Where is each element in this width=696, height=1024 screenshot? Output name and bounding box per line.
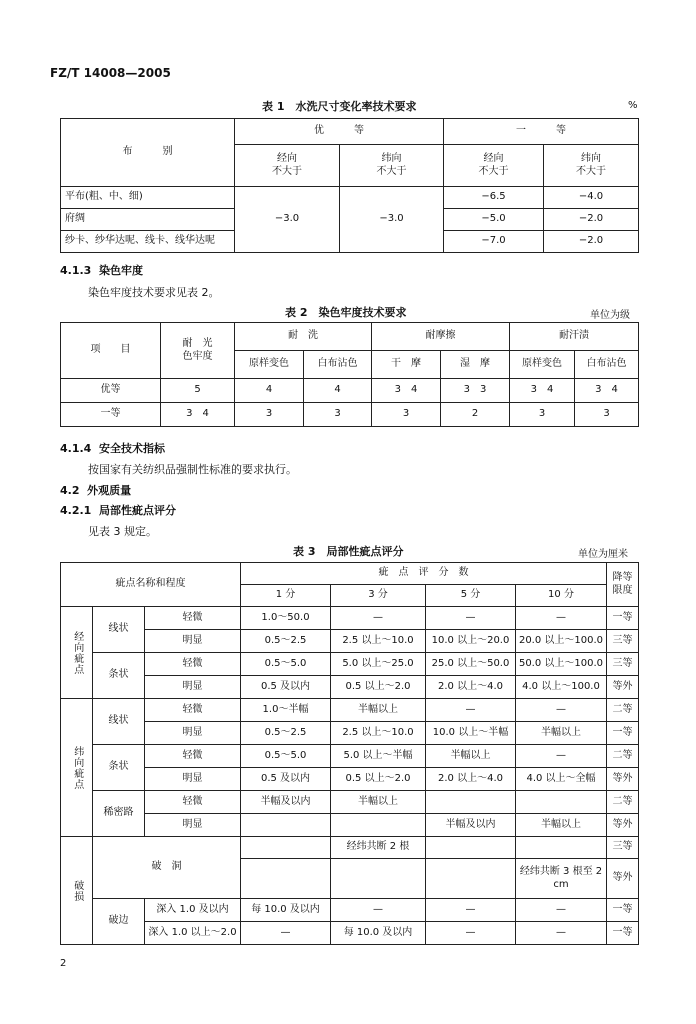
table1 xyxy=(60,118,639,253)
table3-cell xyxy=(516,837,607,859)
table2-grade: 一等 xyxy=(61,403,161,427)
table-row xyxy=(61,187,639,209)
table2-unit: 单位为级 xyxy=(590,310,630,321)
table3-cell: 4.0 以上～全幅 xyxy=(516,768,607,791)
table3-cell xyxy=(241,814,331,837)
table-row xyxy=(61,899,639,922)
table-row xyxy=(61,722,639,745)
table1-fabric-name: 纱卡、纱华达呢、线卡、线华达呢 xyxy=(61,231,235,253)
table3-cell: 二等 xyxy=(607,699,639,722)
table1-excellent-warp: −3.0 xyxy=(235,187,340,253)
table3-cell: 半幅以上 xyxy=(516,814,607,837)
table3-cat-warp: 经向疵点 xyxy=(61,607,93,699)
table2-cell: 3 4 xyxy=(372,379,441,403)
table3-cell: 等外 xyxy=(607,768,639,791)
table1-header-excellent: 优 等 xyxy=(235,119,444,145)
paragraph: 见表 3 规定。 xyxy=(88,525,157,538)
table3-cell: 2.5 以上～10.0 xyxy=(331,630,426,653)
table2-cell: 3 4 xyxy=(161,403,235,427)
table3-cat-damage: 破损 xyxy=(61,837,93,945)
table3-cell: — xyxy=(516,607,607,630)
table3-type: 条状 xyxy=(93,653,145,699)
table1-first-weft: −2.0 xyxy=(544,209,639,231)
table3-cell: 一等 xyxy=(607,722,639,745)
table3-cell: 1.0～50.0 xyxy=(241,607,331,630)
table3-type: 线状 xyxy=(93,607,145,653)
table1-sub-header: 纬向 不大于 xyxy=(544,145,639,187)
table3-cell: 半幅以上 xyxy=(331,699,426,722)
table3-cell xyxy=(426,837,516,859)
table3-header-grade: 降等限度 xyxy=(607,563,639,607)
table3-cell: 20.0 以上～100.0 xyxy=(516,630,607,653)
table3-cell: 一等 xyxy=(607,607,639,630)
table-row xyxy=(61,653,639,676)
table2-header-sweat: 耐汗渍 xyxy=(510,323,639,351)
table-row xyxy=(61,699,639,722)
table2-header-item: 项 目 xyxy=(61,323,161,379)
table3-cell: — xyxy=(516,899,607,922)
table2-sub-header: 原样变色 xyxy=(510,351,575,379)
table1-caption: 表 1 水洗尺寸变化率技术要求 xyxy=(262,100,417,113)
table3 xyxy=(60,562,639,945)
table3-cell: 经纬共断 3 根至 2 cm xyxy=(516,859,607,899)
table3-score-header: 10 分 xyxy=(516,585,607,607)
table2-sub-header: 原样变色 xyxy=(235,351,304,379)
table2-cell: 3 4 xyxy=(575,379,639,403)
table3-cell xyxy=(426,859,516,899)
table3-level: 深入 1.0 以上～2.0 xyxy=(145,922,241,945)
table3-level: 轻微 xyxy=(145,745,241,768)
table3-cell: 等外 xyxy=(607,814,639,837)
table3-cell: 一等 xyxy=(607,922,639,945)
table3-cell: — xyxy=(426,922,516,945)
table3-cell xyxy=(426,791,516,814)
table3-cell: 1.0～半幅 xyxy=(241,699,331,722)
table3-cell: 三等 xyxy=(607,837,639,859)
table-row xyxy=(61,837,639,859)
table3-type: 破边 xyxy=(93,899,145,945)
paragraph: 染色牢度技术要求见表 2。 xyxy=(88,286,220,299)
table3-type: 稀密路 xyxy=(93,791,145,837)
table3-score-header: 1 分 xyxy=(241,585,331,607)
table1-fabric-name: 府绸 xyxy=(61,209,235,231)
table-row xyxy=(61,745,639,768)
table2-cell: 3 xyxy=(372,403,441,427)
table2-grade: 优等 xyxy=(61,379,161,403)
table3-unit: 单位为厘米 xyxy=(578,549,628,560)
table3-cell: 25.0 以上～50.0 xyxy=(426,653,516,676)
table1-sub-header: 经向 不大于 xyxy=(444,145,544,187)
table3-cell: 0.5 以上～2.0 xyxy=(331,768,426,791)
table1-first-warp: −6.5 xyxy=(444,187,544,209)
table3-cell: 半幅以上 xyxy=(516,722,607,745)
table-row xyxy=(61,630,639,653)
table1-sub-header: 经向 不大于 xyxy=(235,145,340,187)
table1-header-fabric: 布 别 xyxy=(61,119,235,187)
table1-first-weft: −2.0 xyxy=(544,231,639,253)
table3-cell: 0.5～2.5 xyxy=(241,722,331,745)
table3-cell: — xyxy=(331,607,426,630)
table3-caption: 表 3 局部性疵点评分 xyxy=(293,545,404,558)
table1-first-warp: −5.0 xyxy=(444,209,544,231)
table3-cell: — xyxy=(331,899,426,922)
table3-cell: 0.5 及以内 xyxy=(241,768,331,791)
table3-cell: 经纬共断 2 根 xyxy=(331,837,426,859)
table3-cell: 5.0 以上～25.0 xyxy=(331,653,426,676)
table2-cell: 4 xyxy=(304,379,372,403)
table-row xyxy=(61,768,639,791)
table-row xyxy=(61,791,639,814)
table1-unit: % xyxy=(628,100,638,111)
table3-cell: 一等 xyxy=(607,899,639,922)
table2-cell: 3 3 xyxy=(441,379,510,403)
table2-sub-header: 湿 摩 xyxy=(441,351,510,379)
table3-cell: — xyxy=(426,699,516,722)
table3-cell: 半幅及以内 xyxy=(426,814,516,837)
table3-cell xyxy=(516,791,607,814)
table3-cell xyxy=(241,837,331,859)
table3-type: 条状 xyxy=(93,745,145,791)
table3-type: 破 洞 xyxy=(93,837,241,899)
table3-cell: 半幅以上 xyxy=(331,791,426,814)
section-heading: 4.1.3 染色牢度 xyxy=(60,264,143,277)
table2-cell: 3 xyxy=(510,403,575,427)
table3-level: 明显 xyxy=(145,722,241,745)
table1-header-first: 一 等 xyxy=(444,119,639,145)
paragraph: 按国家有关纺织品强制性标准的要求执行。 xyxy=(88,463,297,476)
table2 xyxy=(60,322,639,427)
table2-header-light: 耐 光 色牢度 xyxy=(161,323,235,379)
table3-cell: 2.0 以上～4.0 xyxy=(426,676,516,699)
table1-fabric-name: 平布(粗、中、细) xyxy=(61,187,235,209)
table3-header-score: 疵 点 评 分 数 xyxy=(241,563,607,585)
table3-cell: — xyxy=(426,899,516,922)
table3-cell: 10.0 以上～20.0 xyxy=(426,630,516,653)
table3-cell: 二等 xyxy=(607,745,639,768)
table-row xyxy=(61,607,639,630)
table3-level: 轻微 xyxy=(145,791,241,814)
table2-cell: 4 xyxy=(235,379,304,403)
table3-score-header: 3 分 xyxy=(331,585,426,607)
table3-score-header: 5 分 xyxy=(426,585,516,607)
standard-number: FZ/T 14008—2005 xyxy=(50,66,171,80)
table3-cell: 半幅及以内 xyxy=(241,791,331,814)
table1-first-weft: −4.0 xyxy=(544,187,639,209)
table3-type: 线状 xyxy=(93,699,145,745)
table-row xyxy=(61,922,639,945)
table3-cell: 4.0 以上～100.0 xyxy=(516,676,607,699)
table3-level: 轻微 xyxy=(145,653,241,676)
table2-header-wash: 耐 洗 xyxy=(235,323,372,351)
table3-cell: 0.5～5.0 xyxy=(241,745,331,768)
table3-cell: 0.5 以上～2.0 xyxy=(331,676,426,699)
table3-cell: — xyxy=(241,922,331,945)
table-row xyxy=(61,403,639,427)
table3-header-name: 疵点名称和程度 xyxy=(61,563,241,607)
section-heading: 4.2.1 局部性疵点评分 xyxy=(60,504,176,517)
table3-cell: 三等 xyxy=(607,630,639,653)
table1-first-warp: −7.0 xyxy=(444,231,544,253)
table3-cell: 每 10.0 及以内 xyxy=(331,922,426,945)
table2-cell: 3 xyxy=(235,403,304,427)
table3-cell: 三等 xyxy=(607,653,639,676)
table3-cell: 等外 xyxy=(607,676,639,699)
table2-cell: 3 4 xyxy=(510,379,575,403)
table3-cell xyxy=(331,814,426,837)
table3-cell: 5.0 以上～半幅 xyxy=(331,745,426,768)
table3-cell: — xyxy=(426,607,516,630)
page-number: 2 xyxy=(60,958,67,969)
table-row xyxy=(61,814,639,837)
table2-sub-header: 白布沾色 xyxy=(304,351,372,379)
section-heading: 4.1.4 安全技术指标 xyxy=(60,442,165,455)
table3-cell xyxy=(241,859,331,899)
table2-header-rub: 耐摩擦 xyxy=(372,323,510,351)
table3-level: 明显 xyxy=(145,814,241,837)
table2-cell: 2 xyxy=(441,403,510,427)
table3-level: 明显 xyxy=(145,676,241,699)
table3-cell: — xyxy=(516,699,607,722)
table3-cell: 每 10.0 及以内 xyxy=(241,899,331,922)
table3-cell: 0.5 及以内 xyxy=(241,676,331,699)
table3-cell: — xyxy=(516,745,607,768)
table3-level: 明显 xyxy=(145,630,241,653)
table3-cell: 半幅以上 xyxy=(426,745,516,768)
table3-cell: 2.0 以上～4.0 xyxy=(426,768,516,791)
table1-sub-header: 纬向 不大于 xyxy=(340,145,444,187)
table3-cell: 2.5 以上～10.0 xyxy=(331,722,426,745)
table2-cell: 3 xyxy=(575,403,639,427)
table2-cell: 3 xyxy=(304,403,372,427)
table-row xyxy=(61,379,639,403)
table3-level: 轻微 xyxy=(145,607,241,630)
table3-cell: 50.0 以上～100.0 xyxy=(516,653,607,676)
table3-cat-weft: 纬向疵点 xyxy=(61,699,93,837)
table2-sub-header: 干 摩 xyxy=(372,351,441,379)
table3-cell: — xyxy=(516,922,607,945)
table1-excellent-weft: −3.0 xyxy=(340,187,444,253)
table3-cell: 0.5～2.5 xyxy=(241,630,331,653)
table3-cell: 0.5～5.0 xyxy=(241,653,331,676)
table3-cell: 二等 xyxy=(607,791,639,814)
table2-cell: 5 xyxy=(161,379,235,403)
table3-level: 轻微 xyxy=(145,699,241,722)
table3-level: 明显 xyxy=(145,768,241,791)
table2-sub-header: 白布沾色 xyxy=(575,351,639,379)
table2-caption: 表 2 染色牢度技术要求 xyxy=(285,306,407,319)
table-row xyxy=(61,676,639,699)
table3-cell xyxy=(331,859,426,899)
section-heading: 4.2 外观质量 xyxy=(60,484,132,497)
table3-cell: 10.0 以上～半幅 xyxy=(426,722,516,745)
table3-cell: 等外 xyxy=(607,859,639,899)
table3-level: 深入 1.0 及以内 xyxy=(145,899,241,922)
